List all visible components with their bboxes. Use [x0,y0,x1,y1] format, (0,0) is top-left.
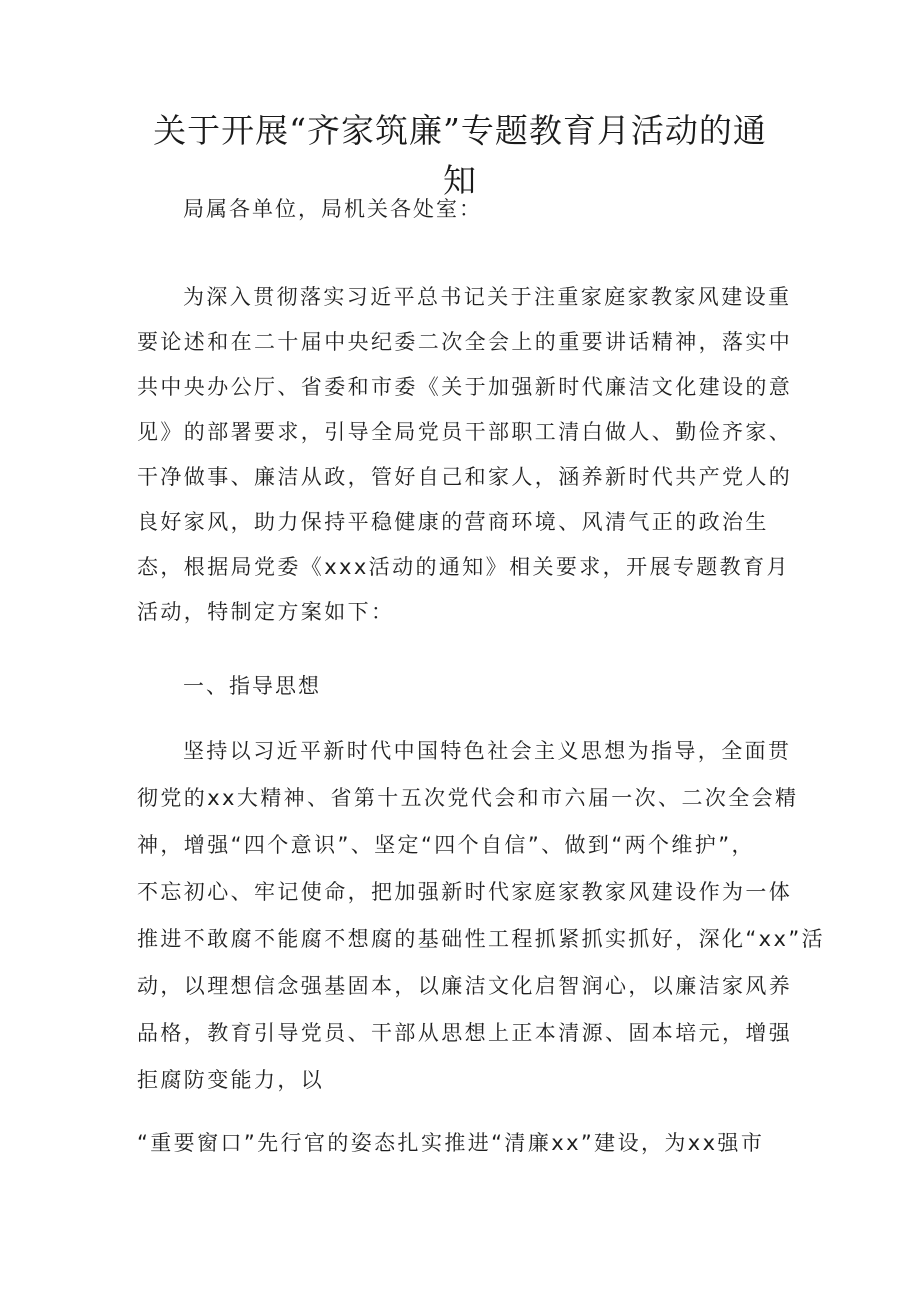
paragraph-2-line: 推进不敢腐不能腐不想腐的基础性工程抓紧抓实抓好，深化“xx”活 [137,927,826,951]
paragraph-2-line: 彻党的xx大精神、省第十五次党代会和市六届一次、二次全会精 [137,786,799,810]
paragraph-2-line: 拒腐防变能力，以 [137,1068,325,1092]
paragraph-3-line: “重要窗口”先行官的姿态扎实推进“清廉xx”建设，为xx强市 [137,1131,765,1155]
salutation: 局属各单位，局机关各处室： [183,197,482,221]
section-heading: 一、指导思想 [183,674,321,698]
document-title-line-2: 知 [443,161,477,200]
paragraph-1-line: 干净做事、廉洁从政，管好自己和家人，涵养新时代共产党人的 [137,465,793,489]
paragraph-1-line: 要论述和在二十届中央纪委二次全会上的重要讲话精神，落实中 [137,330,793,354]
paragraph-2-line: 不忘初心、牢记使命，把加强新时代家庭家教家风建设作为一体 [137,880,793,904]
document-title-line-1: 关于开展“齐家筑廉”专题教育月活动的通 [153,111,767,150]
paragraph-1-line: 良好家风，助力保持平稳健康的营商环境、风清气正的政治生 [137,510,769,534]
paragraph-2-line: 动，以理想信念强基固本，以廉洁文化启智润心，以廉洁家风养 [137,974,793,998]
paragraph-2-line: 坚持以习近平新时代中国特色社会主义思想为指导，全面贯 [183,739,792,763]
paragraph-1-line: 共中央办公厅、省委和市委《关于加强新时代廉洁文化建设的意 [137,375,793,399]
paragraph-1-line: 态，根据局党委《xxx活动的通知》相关要求，开展专题教育月 [137,555,790,579]
paragraph-1-line: 见》的部署要求，引导全局党员干部职工清白做人、勤俭齐家、 [137,420,793,444]
paragraph-2-line: 神，增强“四个意识”、坚定“四个自信”、做到“两个维护”， [137,833,755,857]
paragraph-1-line: 为深入贯彻落实习近平总书记关于注重家庭家教家风建设重 [183,285,792,309]
paragraph-1-line: 活动，特制定方案如下： [137,600,395,624]
paragraph-2-line: 品格，教育引导党员、干部从思想上正本清源、固本培元，增强 [137,1021,793,1045]
